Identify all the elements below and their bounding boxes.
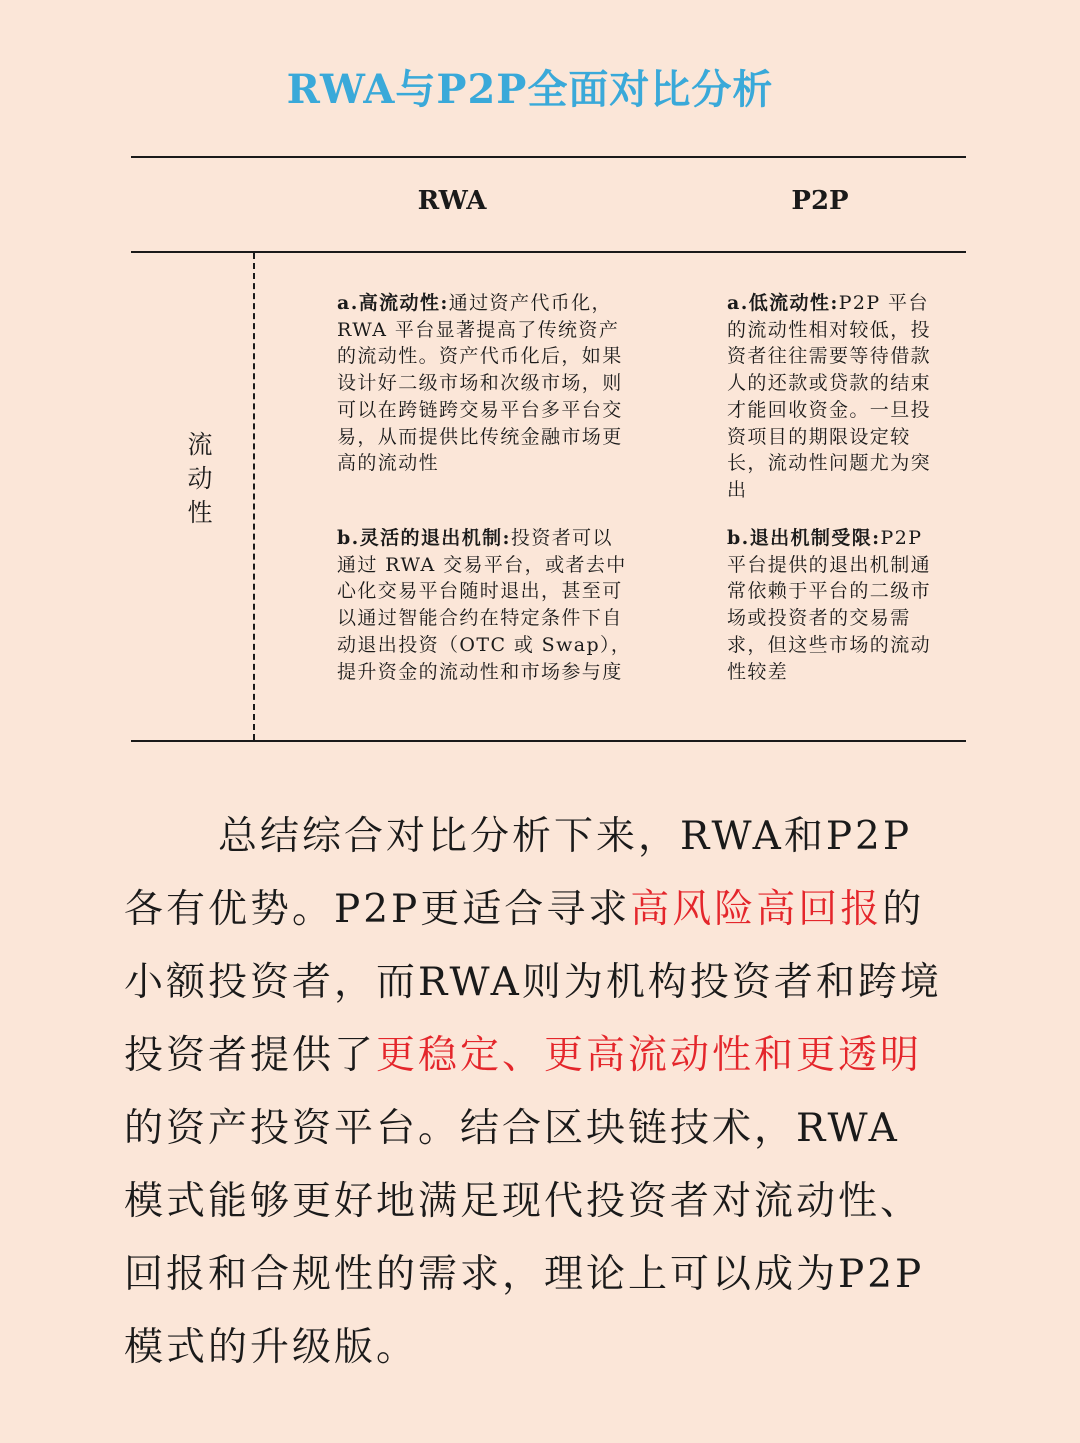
table-header-rule [131, 251, 966, 253]
summary-text-1: 总结综合对比分析下来，RWA和P2P各有优势。P2P更适合寻求 [124, 814, 913, 932]
rwa-high-liquidity-label: a.高流动性: [337, 292, 449, 314]
rwa-high-liquidity-text: 通过资产代币化，RWA 平台显著提高了传统资产的流动性。资产代币化后，如果设计好二级市场和次级市场，则可以在跨链跨交易平台多平台交易，从而提供比传统金融市场更高的流动性 [337, 292, 623, 475]
summary-highlight-stable: 更稳定、更高流动性和更透明 [376, 1033, 923, 1078]
column-header-p2p: P2P [791, 186, 849, 216]
rwa-high-liquidity-cell [337, 290, 632, 477]
summary-text-2: 的小额投资者，而RWA则为机构投资者和跨境投资者提供了 [124, 887, 942, 1078]
column-header-rwa: RWA [417, 186, 487, 216]
rwa-exit-mechanism-label: b.灵活的退出机制: [337, 527, 511, 549]
p2p-low-liquidity-label: a.低流动性: [727, 292, 839, 314]
p2p-exit-limited-text: P2P 平台提供的退出机制通常依赖于平台的二级市场或投资者的交易需求，但这些市场的流动性较差 [727, 527, 932, 683]
rwa-exit-mechanism-cell [337, 525, 632, 685]
row-label-divider [253, 253, 255, 740]
row-label-liquidity [170, 428, 230, 530]
table-bottom-rule [131, 740, 966, 742]
p2p-exit-limited-cell [727, 525, 945, 685]
summary-text-3: 的资产投资平台。结合区块链技术，RWA 模式能够更好地满足现代投资者对流动性、回报和合规性的需求，理论上可以成为P2P模式的升级版。 [124, 1106, 925, 1370]
p2p-exit-limited-label: b.退出机制受限: [727, 527, 881, 549]
summary-paragraph [124, 800, 954, 1384]
p2p-low-liquidity-cell [727, 290, 942, 504]
p2p-low-liquidity-text: P2P 平台的流动性相对较低，投资者往往需要等待借款人的还款或贷款的结束才能回收资金。一旦投资项目的期限设定较长，流动性问题尤为突出 [727, 292, 932, 501]
rwa-exit-mechanism-text: 投资者可以通过 RWA 交易平台，或者去中心化交易平台随时退出，甚至可以通过智能合约在特定条件下自动退出投资（OTC 或 Swap），提升资金的流动性和市场参与度 [337, 527, 632, 683]
table-top-rule [131, 156, 966, 158]
row-label-char: 动 [187, 464, 213, 493]
row-label-char: 性 [187, 498, 213, 527]
page-title: RWA与P2P全面对比分析 [286, 66, 774, 113]
summary-highlight-high-risk: 高风险高回报 [630, 887, 883, 932]
row-label-char: 流 [187, 430, 213, 459]
